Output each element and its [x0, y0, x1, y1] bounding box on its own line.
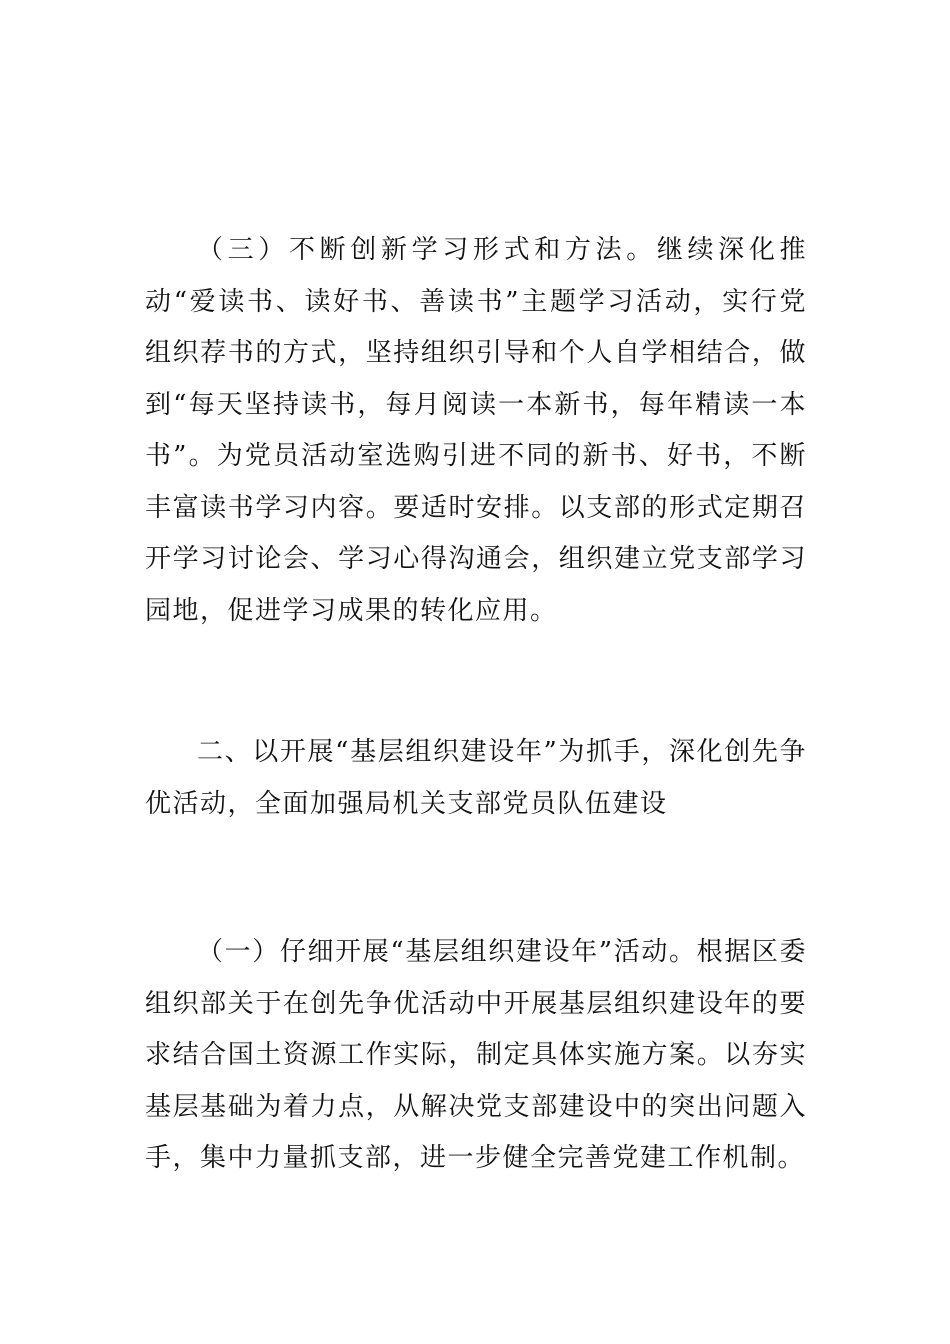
paragraph-grassroots-year: （一）仔细开展“基层组织建设年”活动。根据区委组织部关于在创先争优活动中开展基层组织建设年的要求结合国土资源工作实际，制定具体实施方案。以夯实基层基础为着力点，从解决党支部建设中的突出问题入手，集中力量抓支部，进一步健全完善党建工作机制。 — [145, 937, 807, 1173]
section-heading-two: 二、以开展“基层组织建设年”为抓手，深化创先争优活动，全面加强局机关支部党员队伍建设 — [145, 737, 807, 819]
paragraph-study-methods: （三）不断创新学习形式和方法。继续深化推动“爱读书、读好书、善读书”主题学习活动，实行党组织荐书的方式，坚持组织引导和个人自学相结合，做到“每天坚持读书，每月阅读一本新书，每年精读一本书”。为党员活动室选购引进不同的新书、好书，不断丰富读书学习内容。要适时安排。以支部的形式定期召开学习讨论会、学习心得沟通会，组织建立党支部学习园地，促进学习成果的转化应用。 — [145, 235, 807, 626]
